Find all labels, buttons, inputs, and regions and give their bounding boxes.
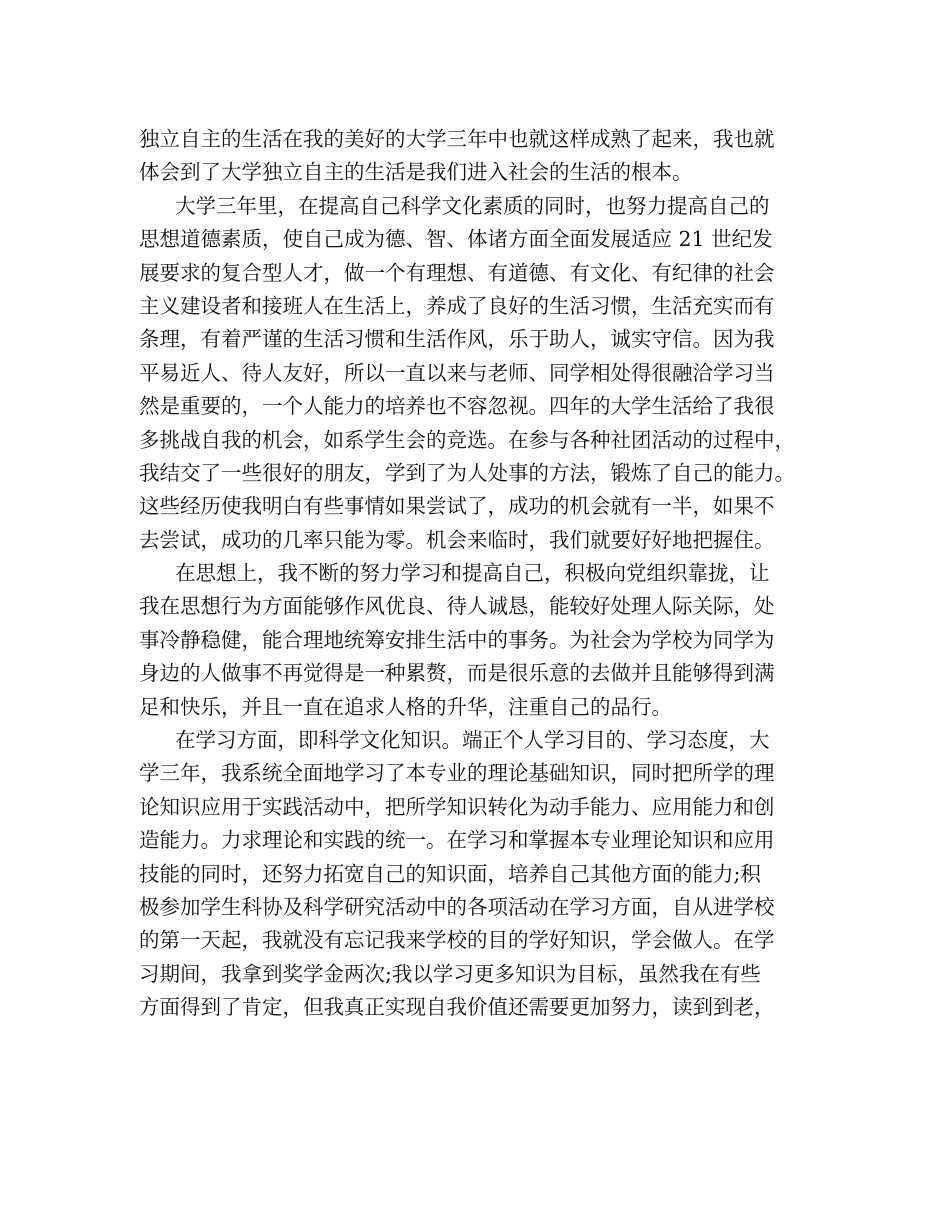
document-body <box>139 123 839 1025</box>
paragraph-start-line: 在学习方面，即科学文化知识。端正个人学习目的、学习态度，大 <box>175 728 770 753</box>
text-line: 思想道德素质，使自己成为德、智、体诸方面全面发展适应 21 世纪发 <box>139 227 773 252</box>
text-line: 的第一天起，我就没有忘记我来学校的目的学好知识，学会做人。在学 <box>139 928 775 953</box>
text-line: 多挑战自我的机会，如系学生会的竞选。在参与各种社团活动的过程中， <box>139 427 795 452</box>
paragraph-start-line: 在思想上，我不断的努力学习和提高自己，积极向党组织靠拢，让 <box>175 561 770 586</box>
text-line: 主义建设者和接班人在生活上，养成了良好的生活习惯，生活充实而有 <box>139 293 775 318</box>
text-line: 独立自主的生活在我的美好的大学三年中也就这样成熟了起来，我也就 <box>139 127 775 151</box>
text-line: 极参加学生科协及科学研究活动中的各项活动在学习方面，自从进学校 <box>139 894 775 919</box>
text-line: 条理，有着严谨的生活习惯和生活作风，乐于助人，诚实守信。因为我 <box>139 327 775 352</box>
paragraph-start-line: 大学三年里，在提高自己科学文化素质的同时，也努力提高自己的 <box>175 193 770 218</box>
text-line: 这些经历使我明白有些事情如果尝试了，成功的机会就有一半，如果不 <box>139 494 775 519</box>
text-line: 习期间，我拿到奖学金两次;我以学习更多知识为目标，虽然我在有些 <box>139 961 761 986</box>
text-line: 我结交了一些很好的朋友，学到了为人处事的方法，锻炼了自己的能力。 <box>139 460 795 485</box>
text-line: 平易近人、待人友好，所以一直以来与老师、同学相处得很融洽学习当 <box>139 360 775 385</box>
text-line: 体会到了大学独立自主的生活是我们进入社会的生活的根本。 <box>139 160 693 185</box>
text-line: 然是重要的，一个人能力的培养也不容忽视。四年的大学生活给了我很 <box>139 394 775 419</box>
text-line: 方面得到了肯定，但我真正实现自我价值还需要更加努力，读到到老， <box>139 995 775 1020</box>
text-line: 技能的同时，还努力拓宽自己的知识面，培养自己其他方面的能力;积 <box>139 861 761 886</box>
text-line: 去尝试，成功的几率只能为零。机会来临时，我们就要好好地把握住。 <box>139 527 775 552</box>
text-line: 论知识应用于实践活动中，把所学知识转化为动手能力、应用能力和创 <box>139 794 775 819</box>
text-line: 身边的人做事不再觉得是一种累赘，而是很乐意的去做并且能够得到满 <box>139 661 775 686</box>
text-line: 我在思想行为方面能够作风优良、待人诚恳，能较好处理人际关际，处 <box>139 594 775 619</box>
text-line: 事冷静稳健，能合理地统筹安排生活中的事务。为社会为学校为同学为 <box>139 627 775 652</box>
text-line: 学三年，我系统全面地学习了本专业的理论基础知识，同时把所学的理 <box>139 761 775 786</box>
text-line: 造能力。力求理论和实践的统一。在学习和掌握本专业理论知识和应用 <box>139 828 775 853</box>
text-line: 足和快乐，并且一直在追求人格的升华，注重自己的品行。 <box>139 694 672 719</box>
text-line: 展要求的复合型人才，做一个有理想、有道德、有文化、有纪律的社会 <box>139 260 775 285</box>
